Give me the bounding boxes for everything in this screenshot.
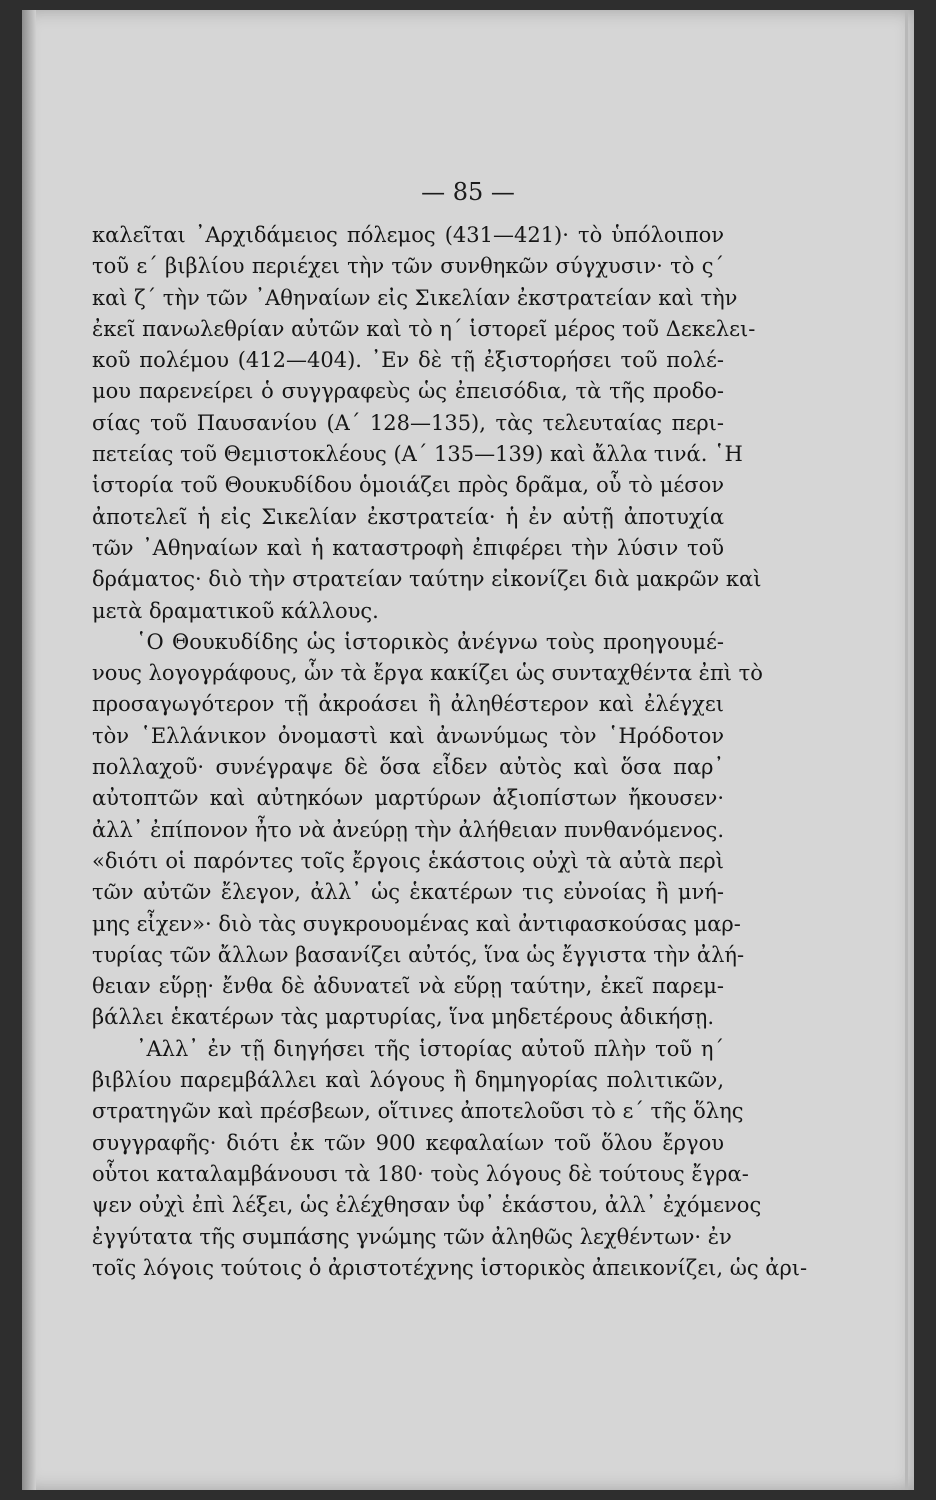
text-line-paragraph-start: ᾿Αλλ᾿ ἐν τῇ διηγήσει τῆς ἱστορίας αὐτοῦ πλὴν τοῦ η΄ (136, 1036, 724, 1061)
text-line: μου παρενείρει ὁ συγγραφεὺς ὡς ἐπεισόδια, τὰ τῆς προδο- (92, 379, 724, 404)
text-line: τοῖς λόγοις τούτοις ὁ ἀριστοτέχνης ἱστορικὸς ἀπεικονίζει, ὡς ἀρι- (92, 1255, 808, 1280)
text-line: μης εἶχεν»· διὸ τὰς συγκρουομένας καὶ ἀντιφασκούσας μαρ- (92, 911, 741, 936)
text-line: πετείας τοῦ Θεμιστοκλέους (Α΄ 135—139) καὶ ἄλλα τινά. ῾Η (92, 442, 743, 467)
body-text (92, 220, 808, 1284)
text-line: καὶ ζ΄ τὴν τῶν ᾿Αθηναίων εἰς Σικελίαν ἐκστρατείαν καὶ τὴν (92, 285, 738, 310)
text-line: ψεν οὐχὶ ἐπὶ λέξει, ὡς ἐλέχθησαν ὑφ᾿ ἑκάστου, ἀλλ᾿ ἐχόμενος (92, 1193, 762, 1218)
page-fold-edge (905, 10, 908, 1490)
text-line: τυρίας τῶν ἄλλων βασανίζει αὐτός, ἵνα ὡς ἔγγιστα τὴν ἀλή- (92, 942, 745, 967)
scanned-page (22, 10, 914, 1490)
text-line: οὗτοι καταλαμβάνουσι τὰ 180· τοὺς λόγους δὲ τούτους ἔγρα- (92, 1161, 749, 1186)
text-line: στρατηγῶν καὶ πρέσβεων, οἵτινες ἀποτελοῦσι τὸ ε΄ τῆς ὅλης (92, 1099, 744, 1124)
text-line: προσαγωγότερον τῇ ἀκροάσει ἢ ἀληθέστερον καὶ ἐλέγχει (92, 692, 724, 717)
text-line: πολλαχοῦ· συνέγραψε δὲ ὅσα εἶδεν αὐτὸς καὶ ὅσα παρ᾿ (92, 755, 724, 780)
text-line: καλεῖται ᾿Αρχιδάμειος πόλεμος (431—421)· τὸ ὑπόλοιπον (92, 223, 724, 247)
text-line: τῶν αὐτῶν ἔλεγον, ἀλλ᾿ ὡς ἑκατέρων τις εὐνοίας ἢ μνή- (92, 880, 724, 905)
text-line-paragraph-start: ῾Ο Θουκυδίδης ὡς ἱστορικὸς ἀνέγνω τοὺς προηγουμέ- (136, 629, 724, 654)
page-number: — 85 — (421, 178, 515, 206)
text-line: βιβλίου παρεμβάλλει καὶ λόγους ἢ δημηγορίας πολιτικῶν, (92, 1068, 724, 1093)
text-line: ἐγγύτατα τῆς συμπάσης γνώμης τῶν ἀληθῶς λεχθέντων· ἐν (92, 1224, 732, 1249)
text-line: νους λογογράφους, ὧν τὰ ἔργα κακίζει ὡς συνταχθέντα ἐπὶ τὸ (92, 661, 763, 686)
text-line: τὸν ῾Ελλάνικον ὀνομαστὶ καὶ ἀνωνύμως τὸν ῾Ηρόδοτον (92, 723, 724, 748)
text-line-paragraph-end: μετὰ δραματικοῦ κάλλους. (92, 598, 379, 623)
text-line: σίας τοῦ Παυσανίου (Α΄ 128—135), τὰς τελευταίας περι- (92, 410, 724, 435)
text-line: τοῦ ε΄ βιβλίου περιέχει τὴν τῶν συνθηκῶν σύγχυσιν· τὸ ς΄ (92, 254, 724, 279)
text-line: ἀποτελεῖ ἡ εἰς Σικελίαν ἐκστρατεία· ἡ ἐν αὐτῇ ἀποτυχία (92, 504, 724, 529)
text-line: αὐτοπτῶν καὶ αὐτηκόων μαρτύρων ἀξιοπίστων ἤκουσεν· (92, 786, 724, 811)
text-line: ἀλλ᾿ ἐπίπονον ἦτο νὰ ἀνεύρῃ τὴν ἀλήθειαν πυνθανόμενος. (92, 817, 724, 842)
text-line: ἱστορία τοῦ Θουκυδίδου ὁμοιάζει πρὸς δρᾶμα, οὗ τὸ μέσον (92, 473, 724, 498)
text-line-paragraph-end: βάλλει ἑκατέρων τὰς μαρτυρίας, ἵνα μηδετέρους ἀδικήσῃ. (92, 1005, 715, 1030)
text-line: θειαν εὕρῃ· ἔνθα δὲ ἀδυνατεῖ νὰ εὕρῃ ταύτην, ἐκεῖ παρεμ- (92, 974, 724, 999)
text-line: συγγραφῆς· διότι ἐκ τῶν 900 κεφαλαίων τοῦ ὅλου ἔργου (92, 1130, 724, 1155)
page-binding-edge (22, 10, 36, 1490)
text-line: ἐκεῖ πανωλεθρίαν αὐτῶν καὶ τὸ η΄ ἱστορεῖ μέρος τοῦ Δεκελει- (92, 316, 756, 341)
text-line: κοῦ πολέμου (412—404). ᾿Εν δὲ τῇ ἐξιστορήσει τοῦ πολέ- (92, 348, 724, 373)
text-line: «διότι οἱ παρόντες τοῖς ἔργοις ἑκάστοις οὐχὶ τὰ αὐτὰ περὶ (92, 848, 724, 873)
text-line: τῶν ᾿Αθηναίων καὶ ἡ καταστροφὴ ἐπιφέρει τὴν λύσιν τοῦ (92, 535, 724, 560)
text-line: δράματος· διὸ τὴν στρατείαν ταύτην εἰκονίζει διὰ μακρῶν καὶ (92, 567, 762, 592)
